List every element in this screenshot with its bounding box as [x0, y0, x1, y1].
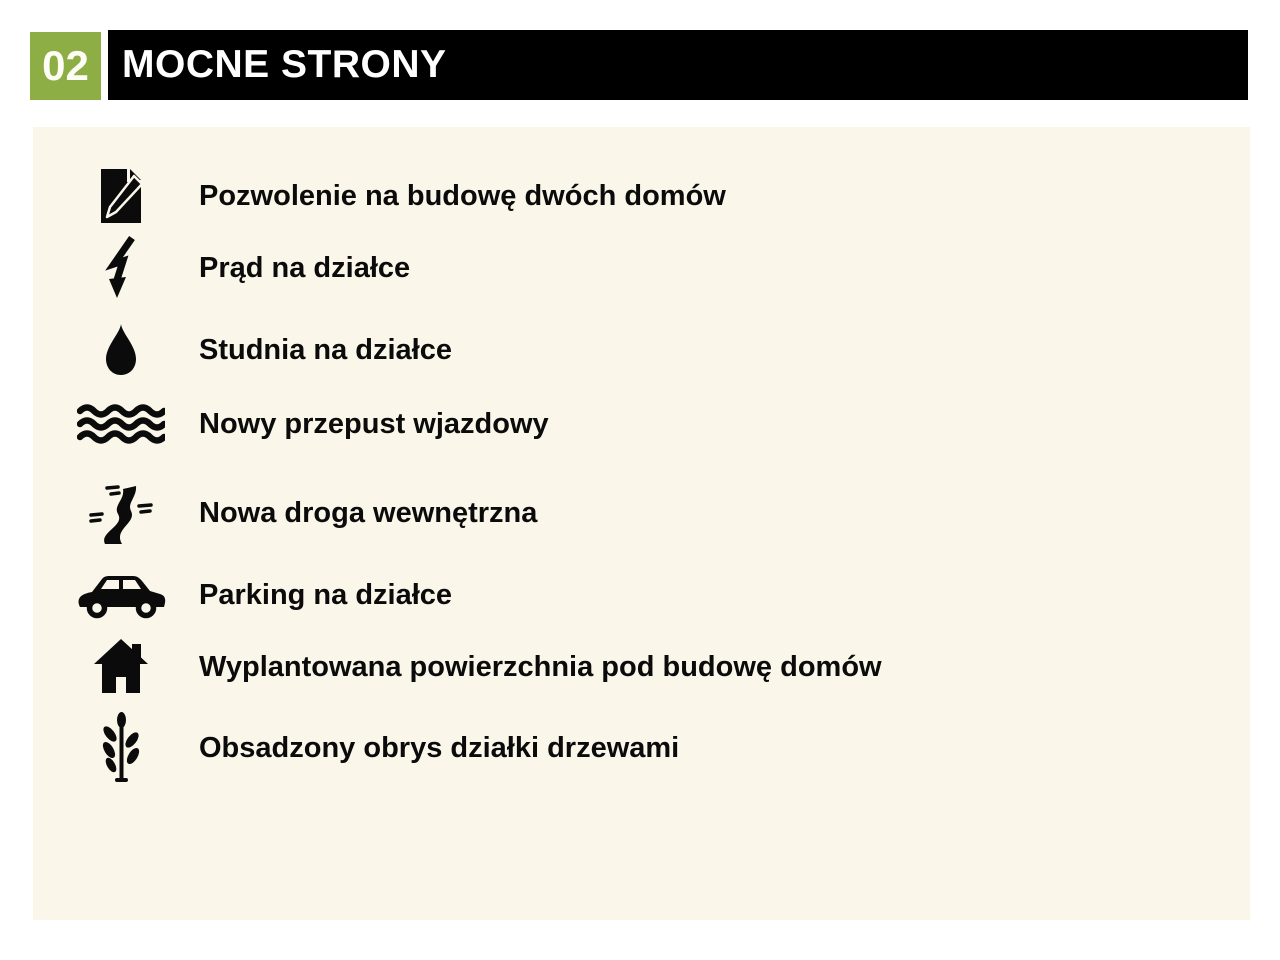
winding-road-icon	[71, 473, 171, 553]
list-item	[71, 555, 452, 635]
list-item-label: Nowa droga wewnętrzna	[199, 496, 538, 529]
water-drop-icon	[71, 310, 171, 390]
list-item-label: Prąd na działce	[199, 251, 411, 284]
content-panel	[33, 127, 1250, 920]
waves-icon	[71, 384, 171, 464]
list-item	[71, 708, 679, 788]
plant-icon	[71, 708, 171, 788]
list-item-label: Nowy przepust wjazdowy	[199, 407, 549, 440]
list-item-label: Parking na działce	[199, 578, 453, 611]
section-number: 02	[42, 42, 89, 89]
list-item	[71, 228, 410, 308]
section-number-badge	[30, 32, 101, 100]
document-edit-icon	[71, 156, 171, 236]
list-item-label: Obsadzony obrys działki drzewami	[199, 731, 680, 764]
page-title: MOCNE STRONY	[122, 43, 447, 86]
list-item	[71, 473, 537, 553]
list-item	[71, 310, 452, 390]
list-item	[71, 156, 726, 236]
list-item-label: Wyplantowana powierzchnia pod budowę domów	[199, 650, 882, 683]
list-item-label: Studnia na działce	[199, 333, 452, 366]
header-bar	[108, 30, 1248, 100]
lightning-icon	[71, 228, 171, 308]
list-item	[71, 627, 882, 707]
house-icon	[71, 627, 171, 707]
list-item	[71, 384, 549, 464]
car-icon	[71, 555, 171, 635]
list-item-label: Pozwolenie na budowę dwóch domów	[199, 179, 726, 212]
